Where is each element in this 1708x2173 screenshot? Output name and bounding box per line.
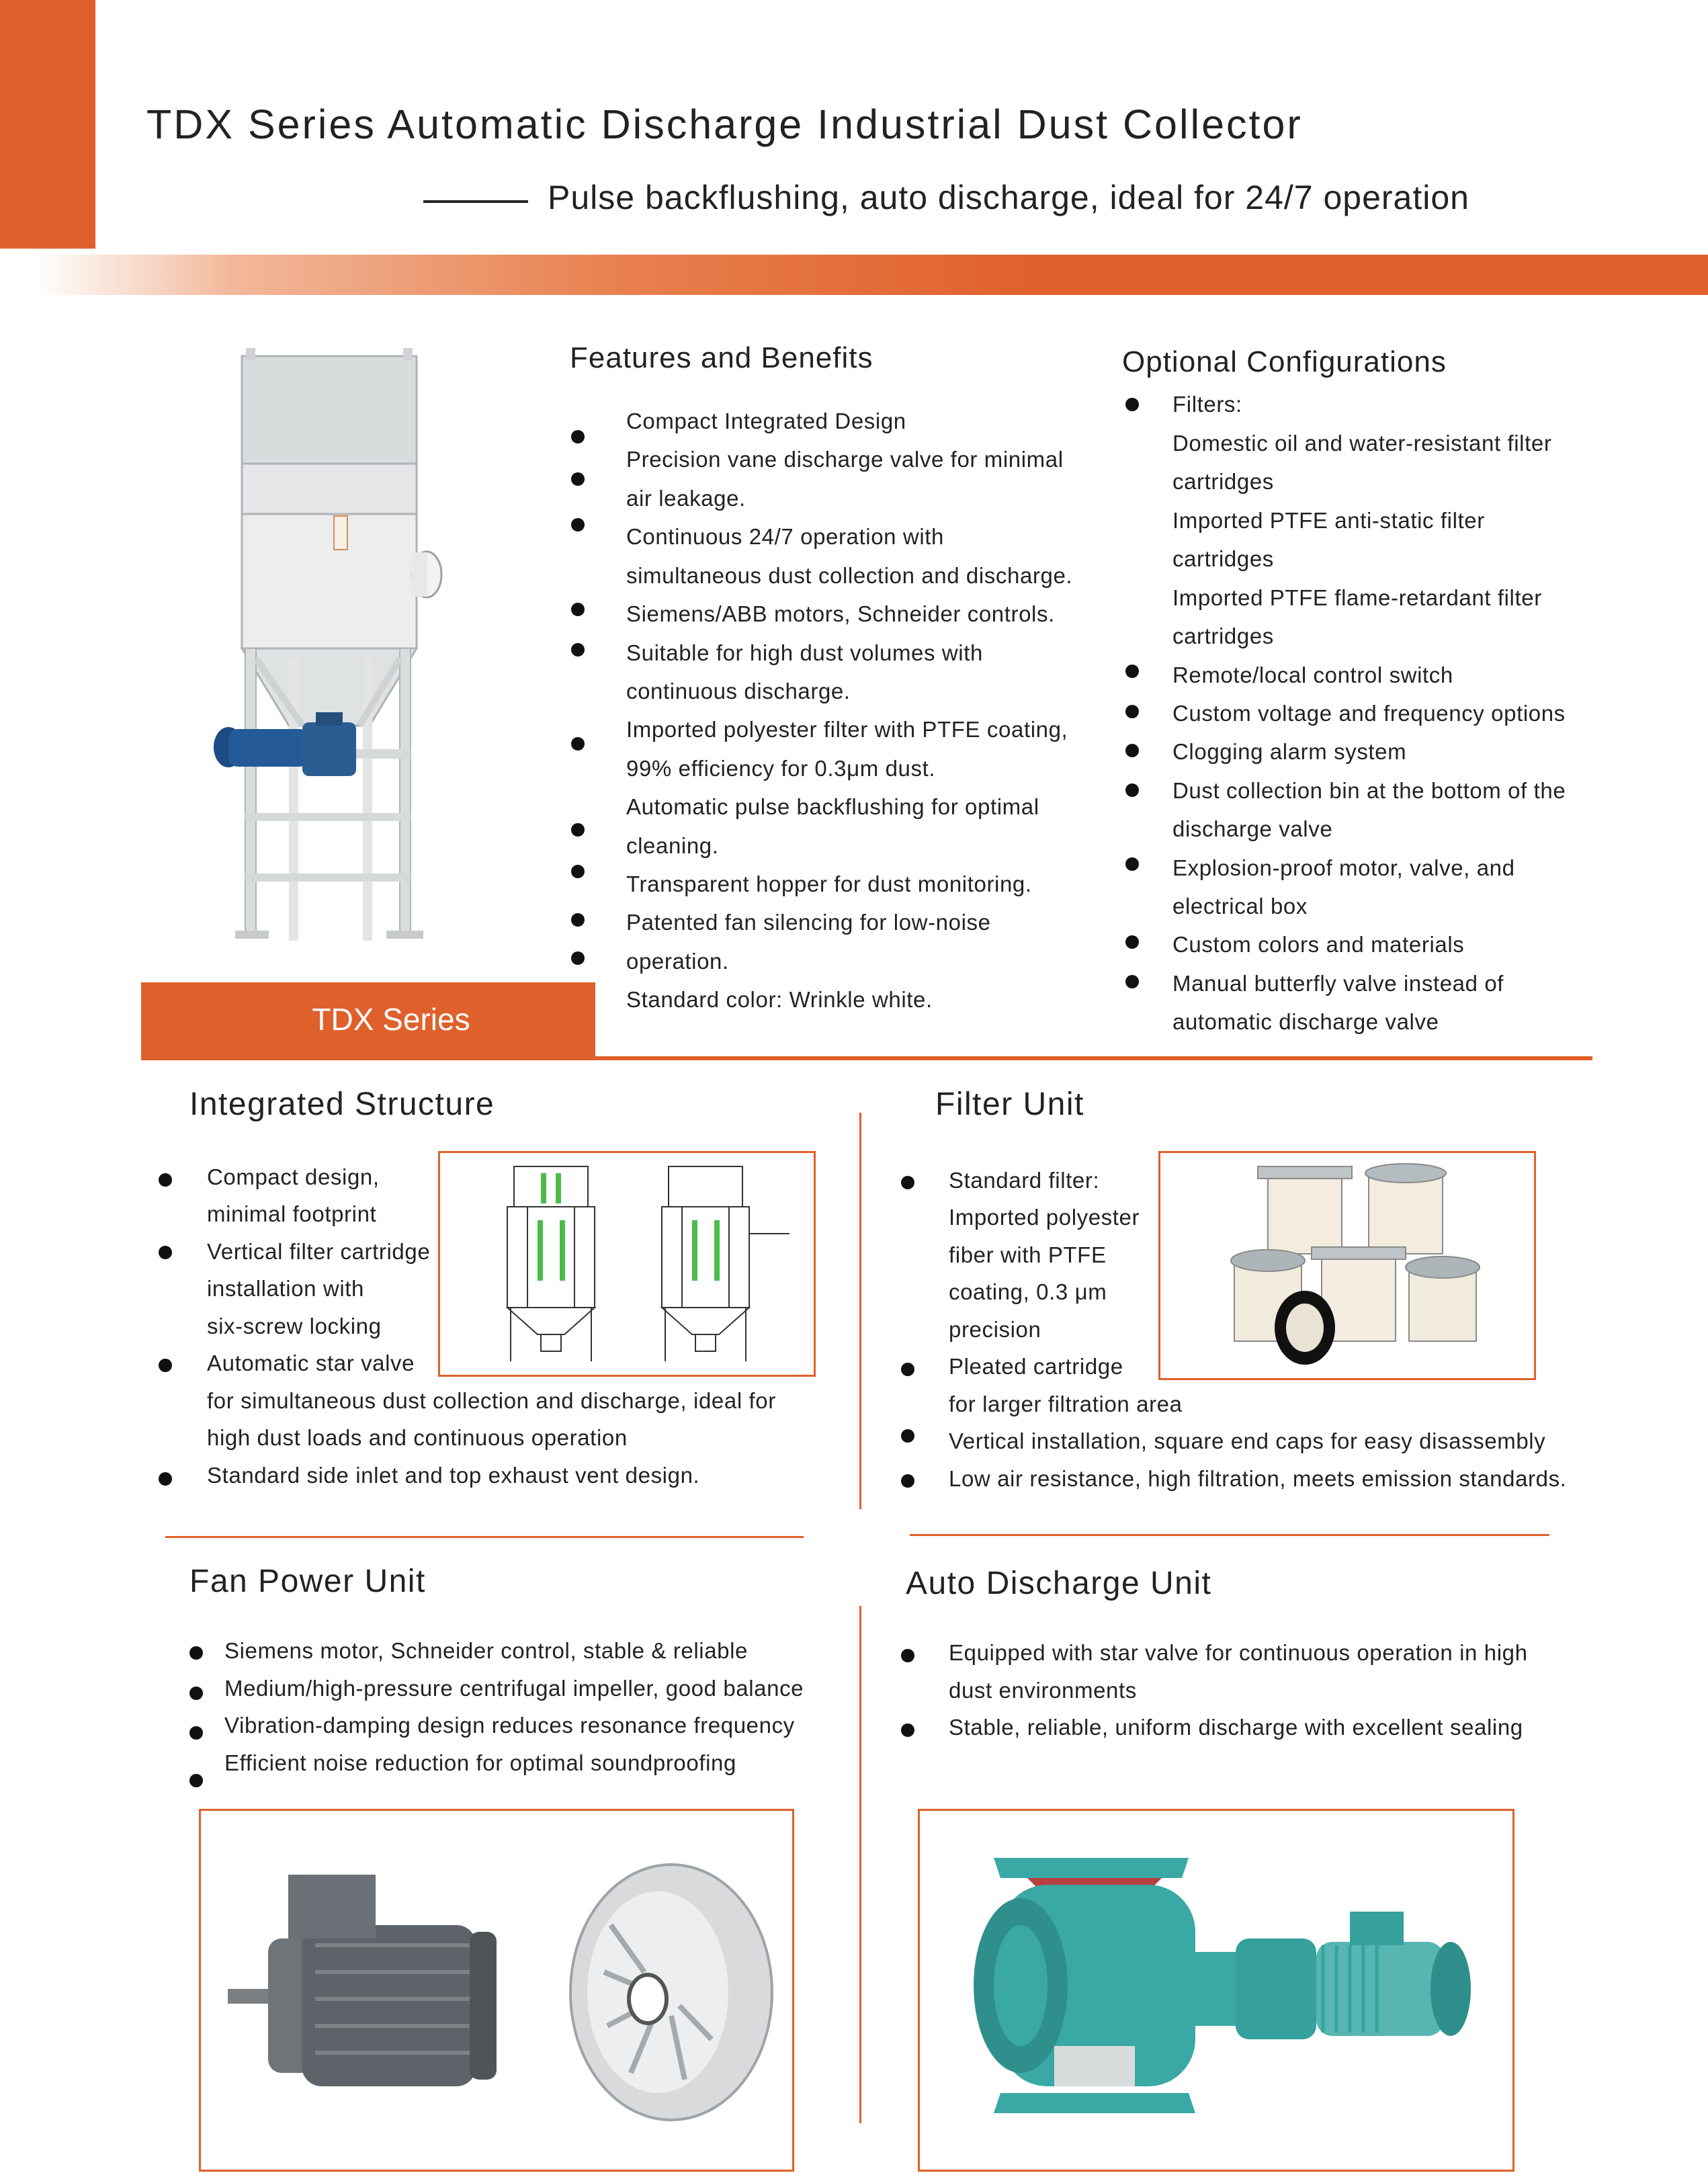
features-line: Patented fan silencing for low-noise	[626, 910, 991, 935]
features-heading: Features and Benefits	[570, 341, 873, 374]
fan-image-box	[199, 1809, 794, 2172]
bullet-icon	[901, 1649, 914, 1662]
bullet-icon	[1125, 705, 1139, 718]
features-line: Automatic pulse backflushing for optimal	[626, 794, 1039, 819]
column-divider-lower	[859, 1606, 861, 2123]
optional-line: Filters:	[1172, 392, 1242, 417]
bullet-icon	[1125, 975, 1139, 988]
bullet-icon	[571, 737, 585, 751]
integrated-line: Standard side inlet and top exhaust vent design.	[207, 1463, 700, 1488]
corner-accent-block	[0, 0, 95, 249]
bullet-icon	[571, 951, 585, 965]
optional-line: Custom colors and materials	[1172, 932, 1465, 957]
bullet-icon	[1125, 744, 1139, 757]
bullet-icon	[159, 1246, 172, 1259]
filter-heading: Filter Unit	[935, 1086, 1084, 1122]
integrated-line: for simultaneous dust collection and discharge, ideal for	[207, 1388, 776, 1413]
integrated-line: high dust loads and continuous operation	[207, 1425, 628, 1450]
bullet-icon	[189, 1687, 203, 1700]
optional-line: automatic discharge valve	[1172, 1009, 1439, 1034]
optional-line: Manual butterfly valve instead of	[1172, 971, 1504, 996]
filter-line: coating, 0.3 μm	[949, 1279, 1107, 1304]
bullet-icon	[189, 1726, 203, 1740]
features-line: 99% efficiency for 0.3μm dust.	[626, 756, 936, 781]
fan-line: Medium/high-pressure centrifugal impeller, good balance	[224, 1676, 804, 1701]
optional-line: Explosion-proof motor, valve, and	[1172, 855, 1515, 880]
bullet-icon	[571, 823, 585, 837]
features-line: Standard color: Wrinkle white.	[626, 987, 933, 1012]
optional-line: cartridges	[1172, 469, 1274, 494]
bullet-icon	[189, 1774, 203, 1787]
bullet-icon	[901, 1429, 914, 1443]
optional-heading: Optional Configurations	[1122, 345, 1447, 378]
optional-line: Imported PTFE anti-static filter	[1172, 508, 1485, 533]
bullet-icon	[189, 1646, 203, 1660]
top-section-divider	[141, 1056, 1592, 1060]
bullet-icon	[1125, 398, 1139, 411]
section-divider-right	[910, 1534, 1549, 1536]
integrated-line: installation with	[207, 1276, 364, 1301]
fan-line: Vibration-damping design reduces resonance frequency	[224, 1713, 795, 1738]
bullet-icon	[571, 430, 585, 443]
filter-line: Vertical installation, square end caps for easy disassembly	[949, 1429, 1546, 1453]
integrated-line: six-screw locking	[207, 1314, 382, 1338]
column-divider-upper	[859, 1113, 861, 1509]
bullet-icon	[901, 1723, 914, 1737]
optional-line: Imported PTFE flame-retardant filter	[1172, 585, 1542, 610]
integrated-line: Vertical filter cartridge	[207, 1239, 431, 1264]
features-line: Siemens/ABB motors, Schneider controls.	[626, 601, 1055, 626]
filter-cartridges-image	[1160, 1153, 1534, 1378]
subtitle-dash	[423, 200, 528, 203]
features-line: Compact Integrated Design	[626, 409, 906, 433]
bullet-icon	[571, 472, 585, 486]
filter-line: Pleated cartridge	[949, 1354, 1123, 1379]
bullet-icon	[571, 603, 585, 616]
features-line: continuous discharge.	[626, 679, 851, 704]
bullet-icon	[571, 643, 585, 656]
integrated-line: Automatic star valve	[207, 1351, 415, 1375]
bullet-icon	[901, 1363, 914, 1376]
bullet-icon	[571, 913, 585, 927]
series-label: TDX Series	[312, 1002, 470, 1037]
bullet-icon	[571, 865, 585, 878]
filter-line: fiber with PTFE	[949, 1242, 1107, 1267]
bullet-icon	[159, 1359, 172, 1372]
discharge-line: dust environments	[949, 1678, 1137, 1703]
filter-line: Low air resistance, high filtration, meets emission standards.	[949, 1466, 1567, 1491]
fan-line: Siemens motor, Schneider control, stable & reliable	[224, 1638, 748, 1663]
features-line: Continuous 24/7 operation with	[626, 524, 944, 549]
features-line: Transparent hopper for dust monitoring.	[626, 871, 1032, 896]
optional-line: Custom voltage and frequency options	[1172, 701, 1566, 726]
features-line: simultaneous dust collection and discharge.	[626, 563, 1073, 588]
features-line: air leakage.	[626, 486, 746, 511]
structure-diagram-box	[438, 1151, 816, 1377]
page-title: TDX Series Automatic Discharge Industrial Dust Collector	[146, 101, 1303, 147]
filter-line: for larger filtration area	[949, 1392, 1183, 1416]
bullet-icon	[1125, 857, 1139, 871]
header-gradient-bar	[34, 255, 1708, 295]
bullet-icon	[571, 518, 585, 531]
fan-line: Efficient noise reduction for optimal soundproofing	[224, 1750, 736, 1775]
fan-components-image	[201, 1811, 792, 2170]
filter-image-box	[1158, 1151, 1536, 1380]
bullet-icon	[901, 1176, 914, 1189]
features-line: Precision vane discharge valve for minimal	[626, 447, 1064, 472]
filter-line: precision	[949, 1317, 1041, 1342]
bullet-icon	[1125, 665, 1139, 678]
optional-line: Clogging alarm system	[1172, 739, 1407, 764]
features-line: Suitable for high dust volumes with	[626, 640, 983, 665]
optional-line: electrical box	[1172, 894, 1308, 919]
optional-line: cartridges	[1172, 546, 1274, 571]
bullet-icon	[1125, 935, 1139, 949]
features-line: operation.	[626, 949, 729, 974]
bullet-icon	[1125, 783, 1139, 797]
page-subtitle: Pulse backflushing, auto discharge, ideal for 24/7 operation	[548, 179, 1469, 216]
bullet-icon	[159, 1173, 172, 1187]
filter-line: Imported polyester	[949, 1205, 1140, 1230]
fan-heading: Fan Power Unit	[189, 1564, 426, 1599]
filter-line: Standard filter:	[949, 1168, 1100, 1193]
optional-line: Domestic oil and water-resistant filter	[1172, 431, 1552, 456]
section-divider-left	[165, 1536, 804, 1538]
features-line: cleaning.	[626, 833, 719, 858]
optional-line: Dust collection bin at the bottom of the	[1172, 778, 1566, 803]
dust-collector-image	[202, 336, 470, 968]
optional-line: discharge valve	[1172, 816, 1333, 841]
integrated-line: Compact design,	[207, 1164, 380, 1189]
optional-line: Remote/local control switch	[1172, 663, 1453, 687]
star-valve-image	[920, 1811, 1512, 2170]
features-line: Imported polyester filter with PTFE coating,	[626, 717, 1068, 742]
bullet-icon	[901, 1474, 914, 1488]
bullet-icon	[159, 1472, 172, 1486]
discharge-line: Stable, reliable, uniform discharge with excellent sealing	[949, 1715, 1523, 1740]
optional-line: cartridges	[1172, 624, 1274, 648]
valve-image-box	[918, 1809, 1514, 2172]
discharge-line: Equipped with star valve for continuous operation in high	[949, 1640, 1528, 1665]
integrated-line: minimal footprint	[207, 1201, 377, 1226]
structure-diagram	[440, 1153, 814, 1375]
discharge-heading: Auto Discharge Unit	[906, 1566, 1212, 1601]
integrated-heading: Integrated Structure	[189, 1086, 495, 1122]
